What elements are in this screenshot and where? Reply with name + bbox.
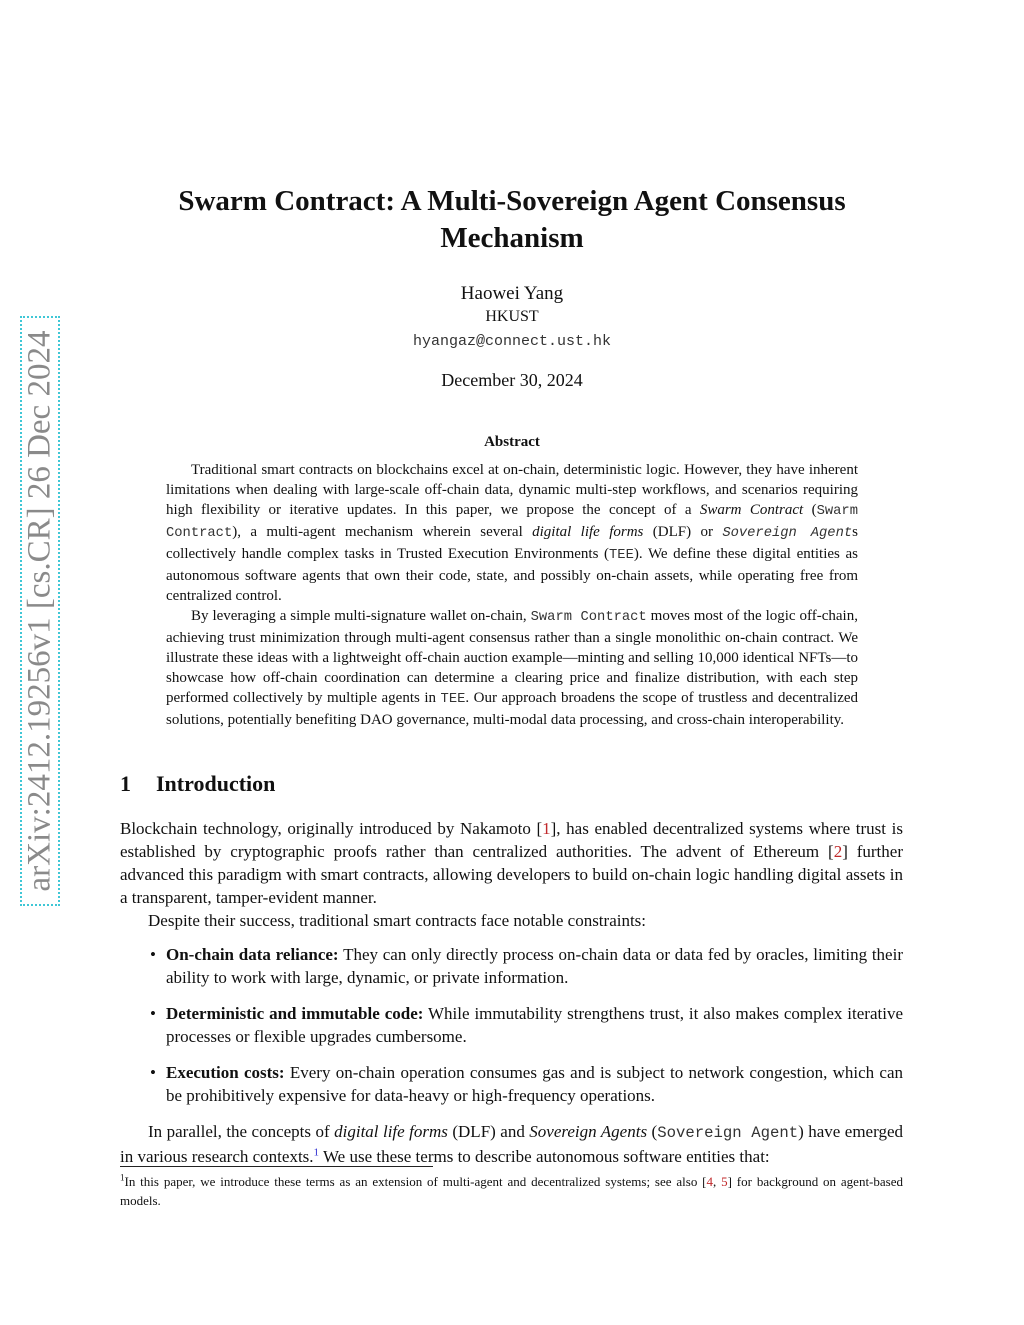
text-run: In parallel, the concepts of xyxy=(148,1122,335,1141)
citation-link[interactable]: 1 xyxy=(542,819,551,838)
text-run: moves most of the logic off-chain, achieving trust minimization through multi-agent consensus rather than a single monolithic on-chain contract. We illustrate these ideas with a lightweight off-chain auction example—minting and selling 10,000 identical NFTs—to showcase how off-chain coordination can determine a clearing price and finalize distribution, with each step performed collectively by multiple agents in xyxy=(166,608,858,706)
text-run: ) have emerged in various research contexts. xyxy=(120,1122,903,1166)
text-run: We use these terms to describe autonomous software entities that: xyxy=(319,1147,770,1166)
abstract-paragraph-2 xyxy=(166,606,858,730)
bullet-icon: • xyxy=(150,1063,156,1082)
code-swarm-contract: Swarm Contract xyxy=(166,504,858,541)
term-swarm-contract: Swarm Contract xyxy=(699,502,804,518)
footnote-number: 1 xyxy=(120,1172,125,1183)
citation-link[interactable]: 4 xyxy=(706,1174,714,1189)
arxiv-identifier: arXiv:2412.19256v1 [cs.CR] 26 Dec 2024 xyxy=(21,330,58,892)
text-run: Blockchain technology, originally introduced by Nakamoto [ xyxy=(120,819,543,838)
text-run: ). We define these digital entities as autonomous software agents that own their code, state, and possibly on-chain assets, while operating free from centralized control. xyxy=(166,546,858,604)
text-run: ], has enabled decentralized systems where trust is established by cryptographic proofs rather than centralized authorities. The advent of Ethereum [ xyxy=(120,819,903,861)
list-item-term: Execution costs: xyxy=(166,1063,285,1082)
abstract-paragraph-1 xyxy=(166,460,858,606)
term-digital-life-forms: digital life forms xyxy=(532,524,644,540)
author-email: hyangaz@connect.ust.hk xyxy=(412,333,612,350)
text-run: ( xyxy=(803,502,817,518)
text-run: By leveraging a simple multi-signature wallet on-chain, xyxy=(191,608,531,624)
section-title: Introduction xyxy=(156,771,276,796)
text-run: ), a multi-agent mechanism wherein several xyxy=(232,524,533,540)
text-run: s collectively handle complex tasks in Trusted Execution Environments ( xyxy=(166,524,858,562)
text-run: Traditional smart contracts on blockchains excel at on-chain, deterministic logic. However, they have inherent limitations when dealing with large-scale off-chain data, dynamic multi-step workflows, and scenarios requiring high flexibility or iterative updates. In this paper, we propose the concept of a xyxy=(166,462,858,518)
intro-paragraph-2: Despite their success, traditional smart contracts face notable constraints: xyxy=(148,911,647,930)
list-item-text: They can only directly process on-chain data or data fed by oracles, limiting their ability to work with large, dynamic, or private information. xyxy=(166,945,903,987)
section-number: 1 xyxy=(120,771,131,796)
citation-link[interactable]: 2 xyxy=(833,842,843,861)
code-sovereign-agent: Sovereign Agent xyxy=(657,1124,799,1142)
code-sovereign-agent: Sovereign Agent xyxy=(722,526,853,541)
text-run: (DLF) or xyxy=(643,524,723,540)
list-item-term: Deterministic and immutable code: xyxy=(166,1004,424,1023)
list-item-term: On-chain data reliance: xyxy=(166,945,339,964)
list-item xyxy=(120,1061,903,1107)
author-affiliation: HKUST xyxy=(485,308,539,325)
text-run: ( xyxy=(647,1122,658,1141)
bullet-icon: • xyxy=(150,1004,156,1023)
footnote-marker[interactable]: 1 xyxy=(313,1146,320,1159)
list-item xyxy=(120,943,903,989)
list-item xyxy=(120,1002,903,1048)
section-heading-introduction xyxy=(120,771,275,797)
footnote-divider xyxy=(120,1166,433,1167)
code-tee: TEE xyxy=(609,548,634,563)
code-swarm-contract: Swarm Contract xyxy=(530,610,647,625)
arxiv-identifier-stamp xyxy=(20,316,60,906)
abstract-body xyxy=(166,460,858,730)
text-run: (DLF) and xyxy=(447,1122,530,1141)
term-sovereign-agents: Sovereign Agents xyxy=(529,1122,648,1141)
text-run: ] further advanced this paradigm with smart contracts, allowing developers to build on-chain logic handling digital assets in a transparent, tamper-evident manner. xyxy=(120,842,903,907)
footnote xyxy=(120,1172,903,1210)
constraints-list xyxy=(120,943,903,1107)
intro-paragraph-1 xyxy=(120,817,903,909)
intro-paragraph-3 xyxy=(120,1120,903,1168)
author-name: Haowei Yang xyxy=(460,283,564,304)
text-run: . Our approach broadens the scope of trustless and decentralized solutions, potentially benefiting DAO governance, multi-modal data processing, and cross-chain interoperability. xyxy=(166,690,859,728)
list-item-text: While immutability strengthens trust, it also makes complex iterative processes or flexible upgrades cumbersome. xyxy=(166,1004,904,1046)
bullet-icon: • xyxy=(150,945,156,964)
abstract-heading: Abstract xyxy=(484,434,540,450)
text-run: In this paper, we introduce these terms as an extension of multi-agent and decentralized systems; see also [ xyxy=(124,1174,707,1189)
list-item-text: Every on-chain operation consumes gas and is subject to network congestion, which can be prohibitively expensive for data-heavy or high-frequency operations. xyxy=(166,1063,903,1105)
text-run: , xyxy=(713,1174,722,1189)
introduction-body xyxy=(120,817,903,1168)
citation-link[interactable]: 5 xyxy=(721,1174,728,1189)
text-run: ] for background on agent-based models. xyxy=(120,1174,903,1208)
term-digital-life-forms: digital life forms xyxy=(334,1122,448,1141)
paper-title: Swarm Contract: A Multi-Sovereign Agent Consensus Mechanism xyxy=(178,185,846,254)
paper-date: December 30, 2024 xyxy=(441,370,583,390)
code-tee: TEE xyxy=(440,692,466,707)
